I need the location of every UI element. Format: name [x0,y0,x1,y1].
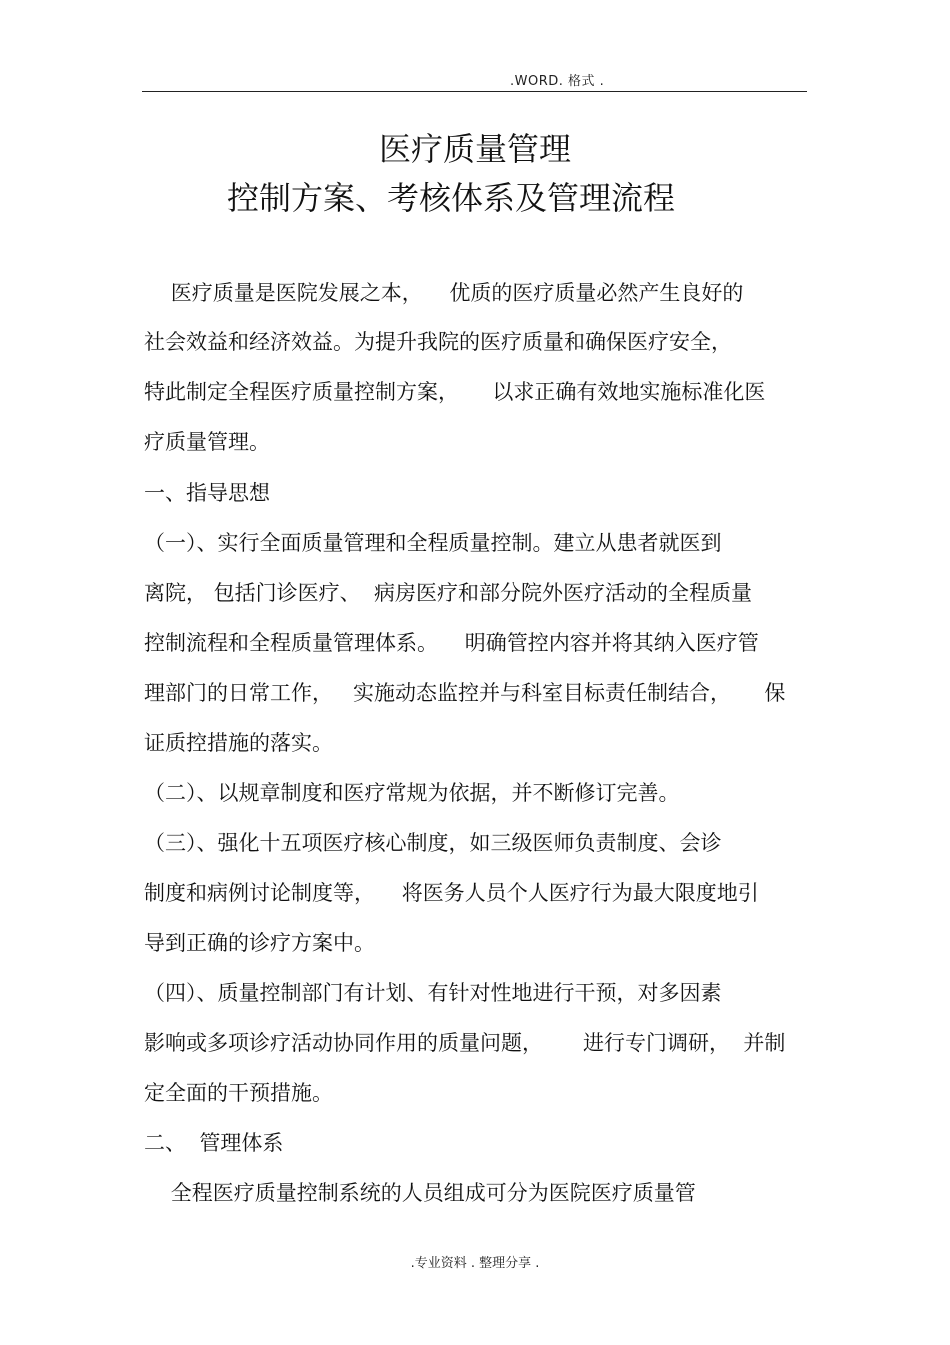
document-title-line-1: 医疗质量管理 [378,130,571,168]
paragraph-line: （一）、实行全面质量管理和全程质量控制。建立从患者就医到 [144,531,722,555]
page-header [0,66,950,89]
paragraph-line: 影响或多项诊疗活动协同作用的质量问题， 进行专门调研， 并制 [144,1031,786,1055]
paragraph-line: （四）、质量控制部门有计划、有针对性地进行干预，对多因素 [144,981,722,1005]
section-heading: 一、指导思想 [144,481,270,505]
paragraph-line: 医疗质量是医院发展之本， 优质的医疗质量必然产生良好的 [144,281,744,305]
paragraph-line: 定全面的干预措施。 [144,1081,333,1105]
paragraph-line: 社会效益和经济效益。为提升我院的医疗质量和确保医疗安全， [144,330,732,354]
header-divider [142,91,807,92]
paragraph-line: （三）、强化十五项医疗核心制度，如三级医师负责制度、会诊 [144,831,722,855]
paragraph-line: 理部门的日常工作， 实施动态监控并与科室目标责任制结合， 保 [144,681,786,705]
paragraph-line: 特此制定全程医疗质量控制方案， 以求正确有效地实施标准化医 [144,380,766,404]
paragraph-line: 导到正确的诊疗方案中。 [144,931,375,955]
paragraph-line: 疗质量管理。 [144,430,270,454]
paragraph-line: 控制流程和全程质量管理体系。 明确管控内容并将其纳入医疗管 [144,631,759,655]
paragraph-line: 离院， 包括门诊医疗、 病房医疗和部分院外医疗活动的全程质量 [144,581,753,605]
paragraph-line: 证质控措施的落实。 [144,731,333,755]
paragraph-line: 制度和病例讨论制度等， 将医务人员个人医疗行为最大限度地引 [144,881,759,905]
paragraph-line: 全程医疗质量控制系统的人员组成可分为医院医疗质量管 [144,1181,696,1205]
header-text: .WORD. 格式 . [510,74,605,89]
section-heading: 二、 管理体系 [144,1131,284,1155]
document-title-line-2: 控制方案、考核体系及管理流程 [226,179,675,217]
paragraph-line: （二）、以规章制度和医疗常规为依据，并不断修订完善。 [144,781,680,805]
page-footer: .专业资料 . 整理分享 . [410,1256,540,1271]
